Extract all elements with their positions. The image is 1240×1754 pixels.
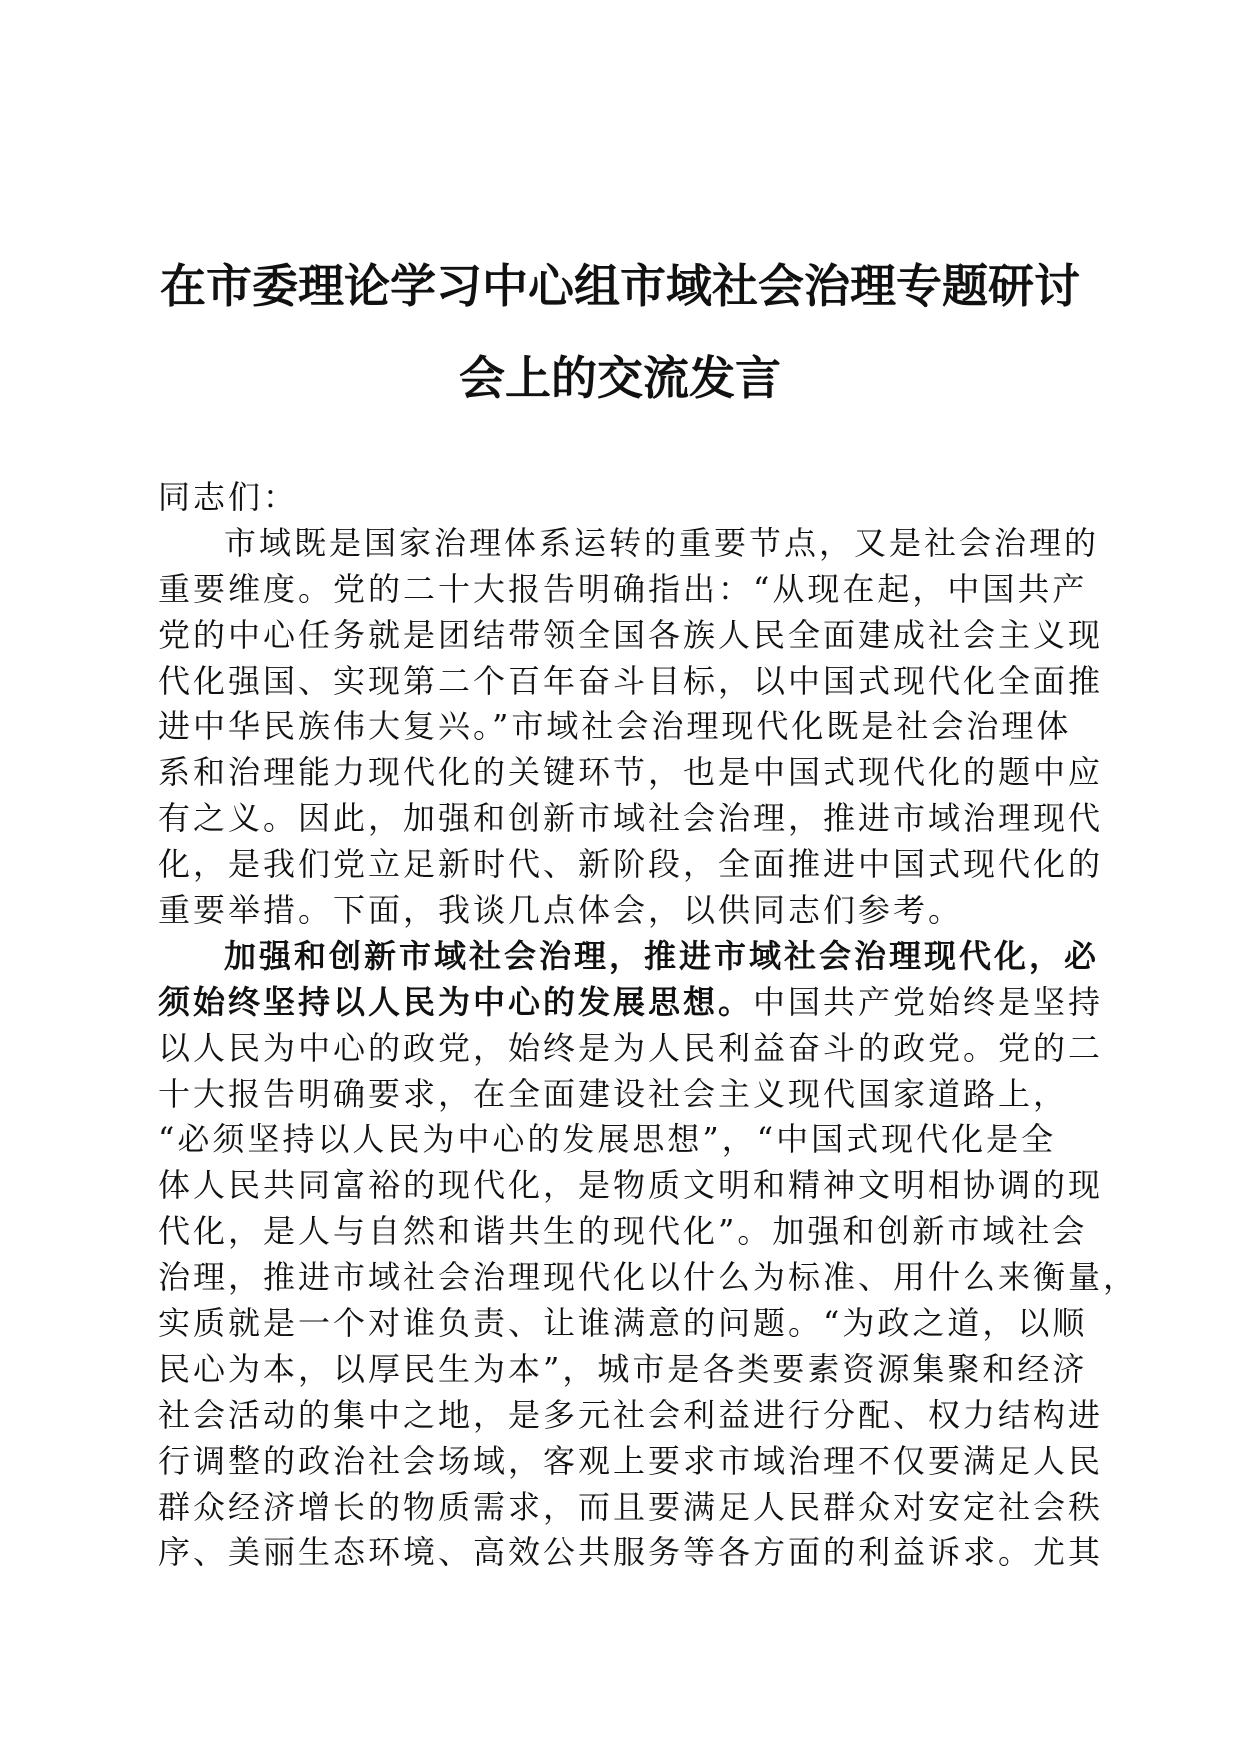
document-body	[158, 475, 1139, 1576]
paragraph-2-line: 十大报告明确要求，在全面建设社会主义现代国家道路上，	[158, 1074, 1069, 1113]
paragraph-2-line: 民心为本，以厚民生为本”，城市是各类要素资源集聚和经济	[158, 1349, 1088, 1388]
paragraph-2-line: 治理，推进市域社会治理现代化以什么为标准、用什么来衡量，	[158, 1258, 1139, 1297]
document-title-line-2: 会上的交流发言	[459, 351, 781, 405]
paragraph-1-line: 系和治理能力现代化的关键环节，也是中国式现代化的题中应	[158, 753, 1104, 792]
paragraph-2-heading-line: 加强和创新市域社会治理，推进市域社会治理现代化，必	[224, 936, 1100, 975]
paragraph-1-line: 有之义。因此，加强和创新市域社会治理，推进市域治理现代	[158, 799, 1104, 838]
paragraph-2-line: 社会活动的集中之地，是多元社会利益进行分配、权力结构进	[158, 1395, 1104, 1434]
paragraph-1-line: 化，是我们党立足新时代、新阶段，全面推进中国式现代化的	[158, 845, 1104, 884]
paragraph-2-line: 实质就是一个对谁负责、让谁满意的问题。“为政之道，以顺	[158, 1304, 1088, 1343]
paragraph-1-line: 进中华民族伟大复兴。”市域社会治理现代化既是社会治理体	[158, 707, 1072, 746]
paragraph-1-line: 党的中心任务就是团结带领全国各族人民全面建成社会主义现	[158, 615, 1104, 654]
document-title-line-1: 在市委理论学习中心组市域社会治理专题研讨	[160, 259, 1080, 313]
paragraph-2-line: 体人民共同富裕的现代化，是物质文明和精神文明相协调的现	[158, 1166, 1104, 1205]
paragraph-1-line: 重要举措。下面，我谈几点体会，以供同志们参考。	[158, 891, 964, 930]
salutation: 同志们：	[158, 478, 299, 516]
paragraph-1-line: 重要维度。党的二十大报告明确指出：“从现在起，中国共产	[158, 569, 1088, 608]
paragraph-1-line: 市域既是国家治理体系运转的重要节点，又是社会治理的	[224, 523, 1100, 562]
paragraph-2-line	[158, 980, 1104, 1026]
paragraph-2-line: 代化，是人与自然和谐共生的现代化”。加强和创新市域社会	[158, 1212, 1088, 1251]
paragraph-2-line: 以人民为中心的政党，始终是为人民利益奋斗的政党。党的二	[158, 1028, 1104, 1067]
paragraph-2-line: “必须坚持以人民为中心的发展思想”，“中国式现代化是全	[158, 1120, 1057, 1159]
paragraph-2-text: 中国共产党始终是坚持	[753, 982, 1104, 1021]
paragraph-2-heading-end: 须始终坚持以人民为中心的发展思想。	[158, 982, 754, 1021]
paragraph-2-line: 行调整的政治社会场域，客观上要求市域治理不仅要满足人民	[158, 1441, 1104, 1480]
paragraph-2-line: 群众经济增长的物质需求，而且要满足人民群众对安定社会秩	[158, 1487, 1104, 1526]
paragraph-2-line: 序、美丽生态环境、高效公共服务等各方面的利益诉求。尤其	[158, 1533, 1104, 1572]
paragraph-1-line: 代化强国、实现第二个百年奋斗目标，以中国式现代化全面推	[158, 661, 1104, 700]
